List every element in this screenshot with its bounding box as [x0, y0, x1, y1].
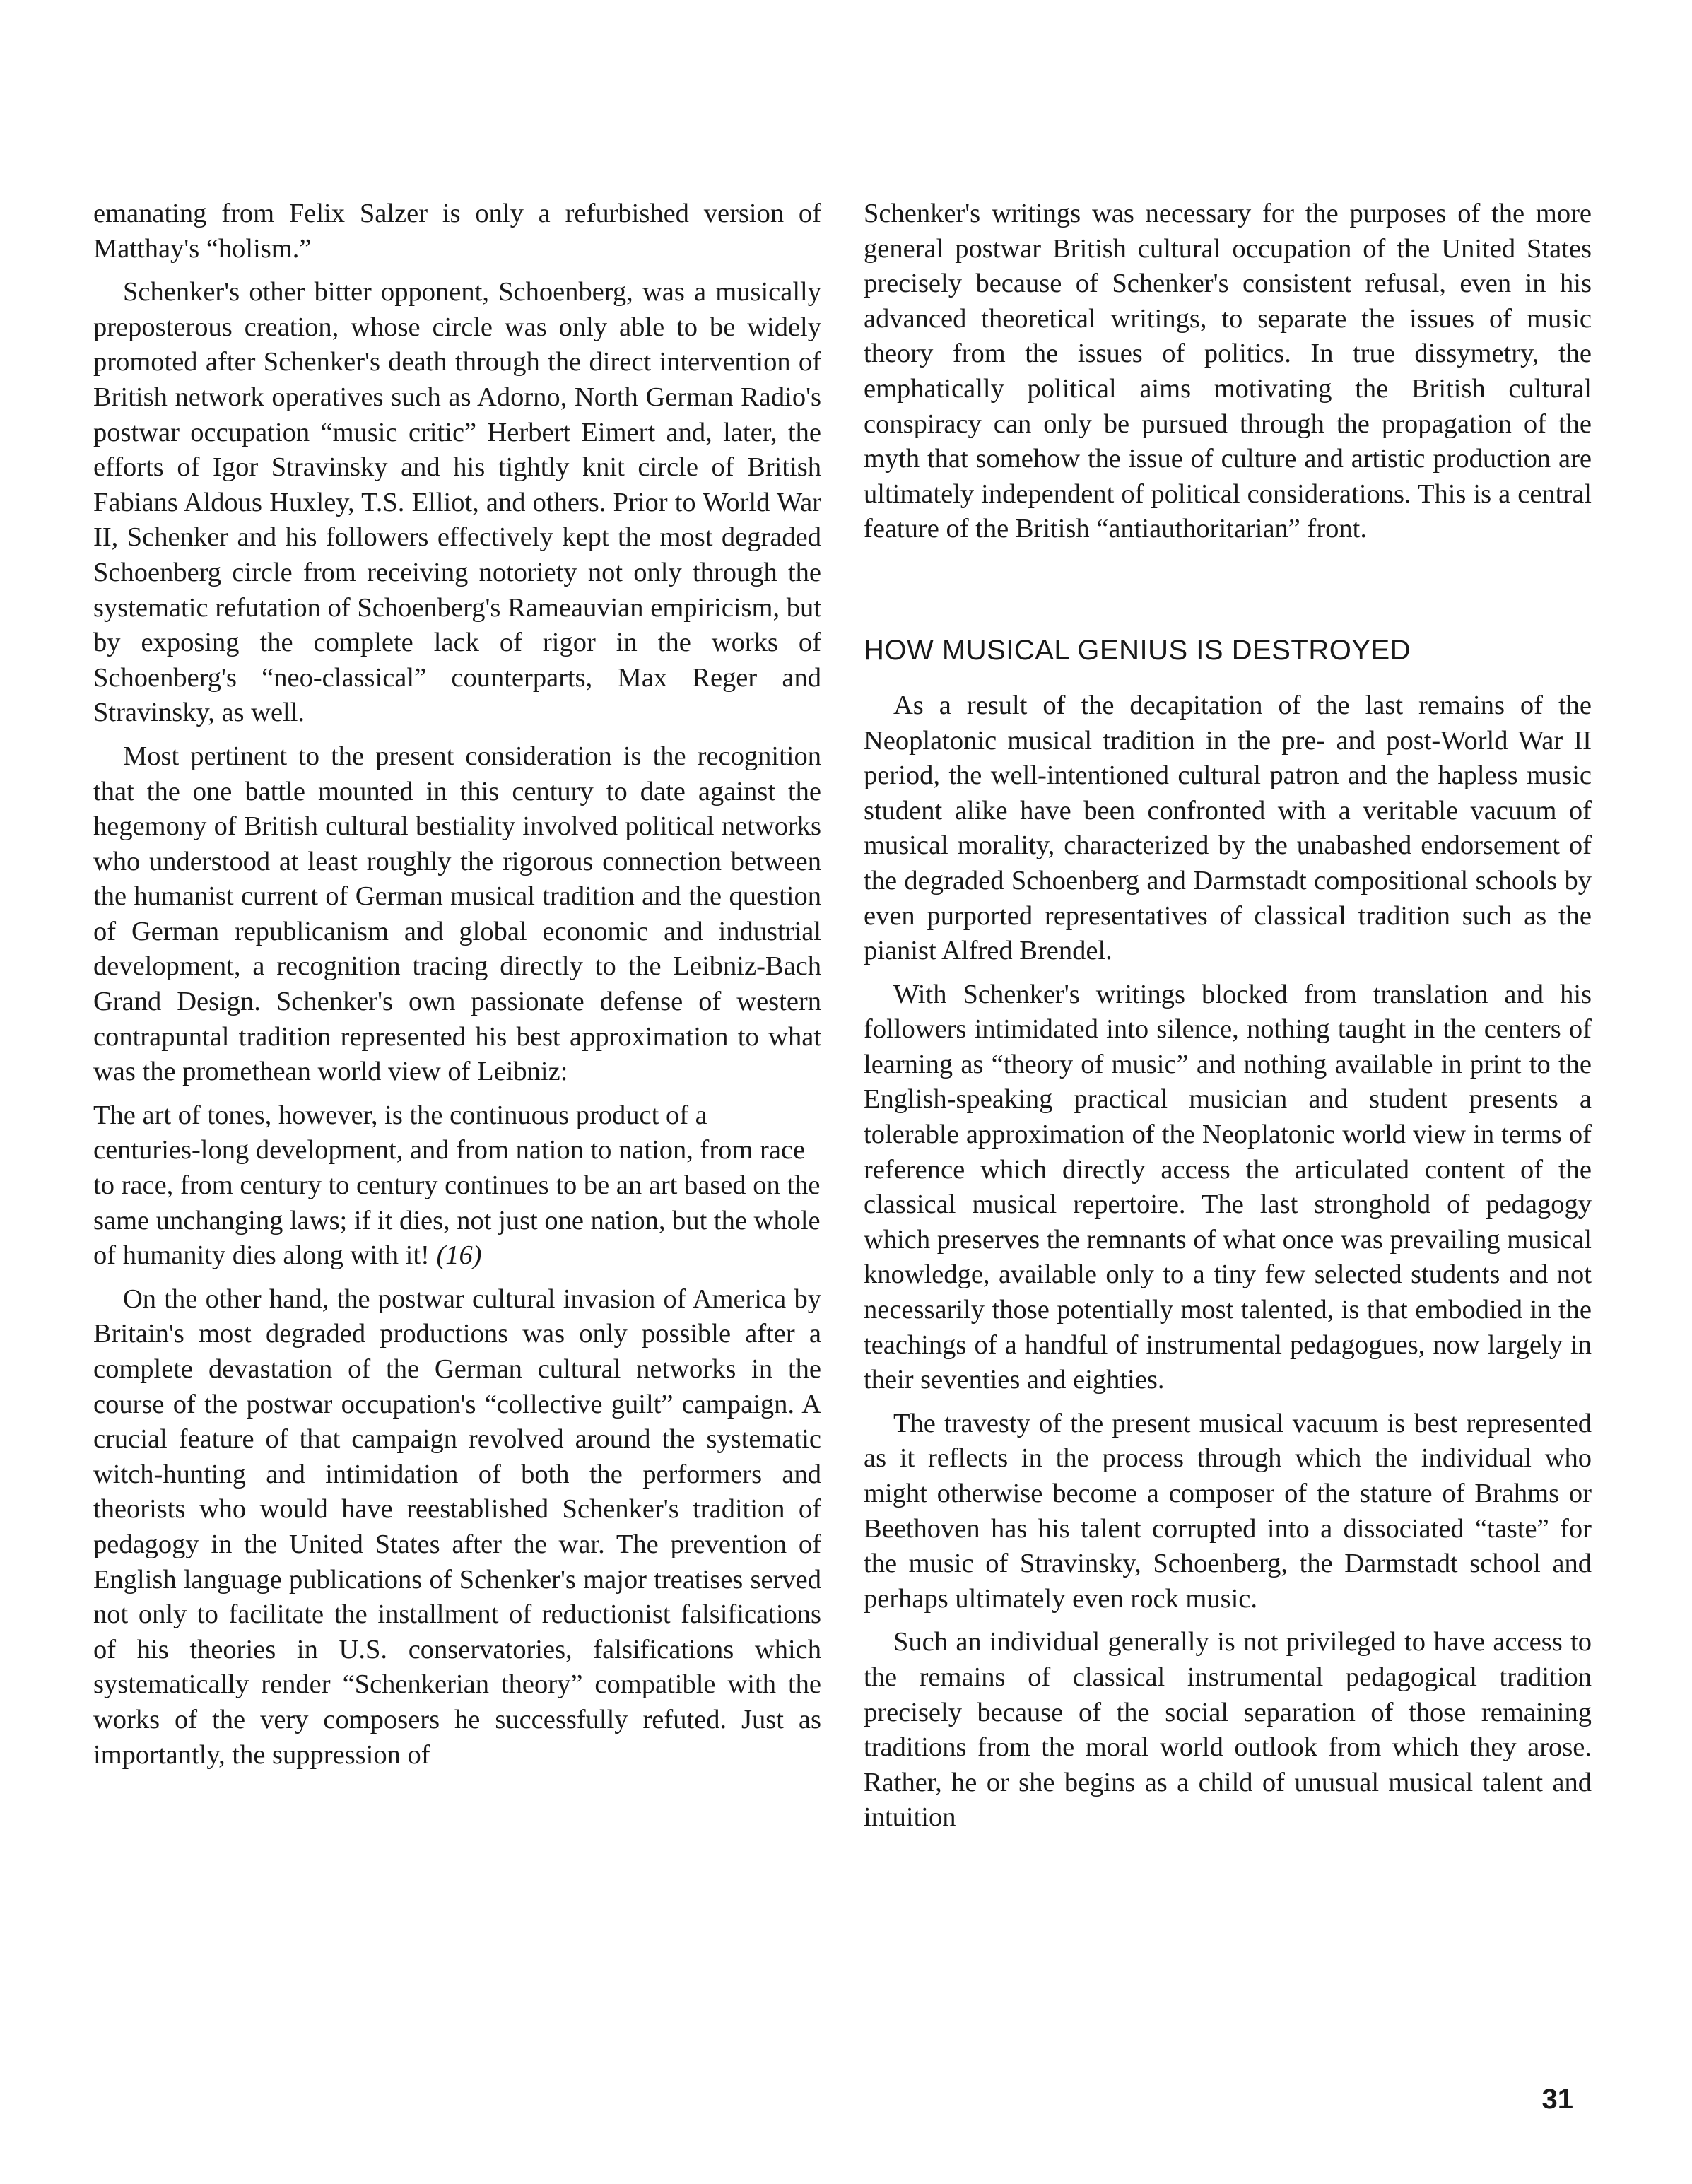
paragraph-blocked-translation: With Schenker's writings blocked from translation and his followers intimidated into silence, nothing taught in the centers of learning as “theory of music” and nothing available in print to the English-speaking practical musician and student presents a tolerable approximation of the Neoplatonic world view in terms of reference which directly access the articulated content of the classical musical repertoire. The last stronghold of pedagogy which preserves the remnants of what once was prevailing musical knowledge, available only to a tiny few selected students and not necessarily those potentially most talented, is that embodied in the teachings of a handful of instrumental pedagogues, now largely in their seventies and eighties. — [864, 979, 1592, 1395]
paragraph-writings-necessary: Schenker's writings was necessary for the purposes of the more general postwar British cultural occupation of the United States precisely because of Schenker's consistent refusal, even in his advanced theoretical writings, to separate the issues of music theory from the issues of politics. In true dissymetry, the emphatically political aims motivating the British cultural conspiracy can only be pursued through the propagation of the myth that somehow the issue of culture and artistic production are ultimately independent of political considerations. This is a central feature of the British “antiauthoritarian” front. — [864, 199, 1592, 544]
paragraph-schoenberg: Schenker's other bitter opponent, Schoenberg, was a musically preposterous creation, whose circle was only able to be widely promoted after Schenker's death through the direct intervention of British network operatives such as Adorno, North German Radio's postwar occupation “music critic” Herbert Eimert and, later, the efforts of Igor Stravinsky and his tightly knit circle of British Fabians Aldous Huxley, T.S. Elliot, and others. Prior to World War II, Schenker and his followers effectively kept the most degraded Schoenberg circle from receiving notoriety not only through the systematic refutation of Schoenberg's Rameauvian empiricism, but by exposing the complete lack of rigor in the works of Schoenberg's “neo-classical” counterparts, Max Reger and Stravinsky, as well. — [93, 277, 821, 728]
quote-reference: (16) — [436, 1240, 482, 1271]
quote-text: The art of tones, however, is the continuous product of a centuries-long development, and from nation to nation, from race to race, from century to century continues to be an art based on the same unchanging laws; if it dies, not just one nation, but the whole of humanity dies along with it! — [93, 1100, 821, 1271]
paragraph-travesty: The travesty of the present musical vacuum is best represented as it reflects in the process through which the individual who might otherwise become a composer of the stature of Brahms or Beethoven has his talent corrupted into a dissociated “taste” for the music of Stravinsky, Schoenberg, the Darmstadt school and perhaps ultimately even rock music. — [864, 1408, 1592, 1614]
section-heading: HOW MUSICAL GENIUS IS DESTROYED — [864, 634, 1411, 666]
paragraph-decapitation: As a result of the decapitation of the last remains of the Neoplatonic musical tradition in the pre- and post-World War II period, the well-intentioned cultural patron and the hapless music student alike have been confronted with a veritable vacuum of musical morality, characterized by the unabashed endorsement of the degraded Schoenberg and Darmstadt compositional schools by even purported representatives of classical tradition such as the pianist Alfred Brendel. — [864, 690, 1592, 966]
page-number: 31 — [1541, 2084, 1573, 2115]
paragraph-postwar-invasion: On the other hand, the postwar cultural invasion of America by Britain's most degraded productions was only possible after a complete devastation of the German cultural networks in the course of the postwar occupation's “collective guilt” campaign. A crucial feature of that campaign revolved around the systematic witch-hunting and intimidation of both the performers and theorists who would have reestablished Schenker's tradition of pedagogy in the United States after the war. The prevention of English language publications of Schenker's major treatises served not only to facilitate the installment of reductionist falsifications of his theories in U.S. conservatories, falsifications which systematically render “Schenkerian theory” compatible with the works of the very composers he successfully refuted. Just as importantly, the suppression of — [93, 1284, 821, 1770]
paragraph-salzer: emanating from Felix Salzer is only a refurbished version of Matthay's “holism.” — [93, 199, 821, 264]
paragraph-pertinent: Most pertinent to the present consideration is the recognition that the one battle mounted in this century to date against the hegemony of British cultural bestiality involved political networks who understood at least roughly the rigorous connection between the humanist current of German musical tradition and the question of German republicanism and global economic and industrial development, a recognition tracing directly to the Leibniz-Bach Grand Design. Schenker's own passionate defense of western contrapuntal tradition represented his best approximation to what was the promethean world view of Leibniz: — [93, 741, 821, 1087]
right-column — [864, 196, 1592, 1836]
schenker-quote — [93, 1098, 821, 1274]
paragraph-individual: Such an individual generally is not privileged to have access to the remains of classical instrumental pedagogical tradition precisely because of the social separation of those remaining traditions from the moral world outlook from which they arose. Rather, he or she begins as a child of unusual musical talent and intuition — [864, 1627, 1592, 1833]
left-column — [93, 196, 821, 1773]
